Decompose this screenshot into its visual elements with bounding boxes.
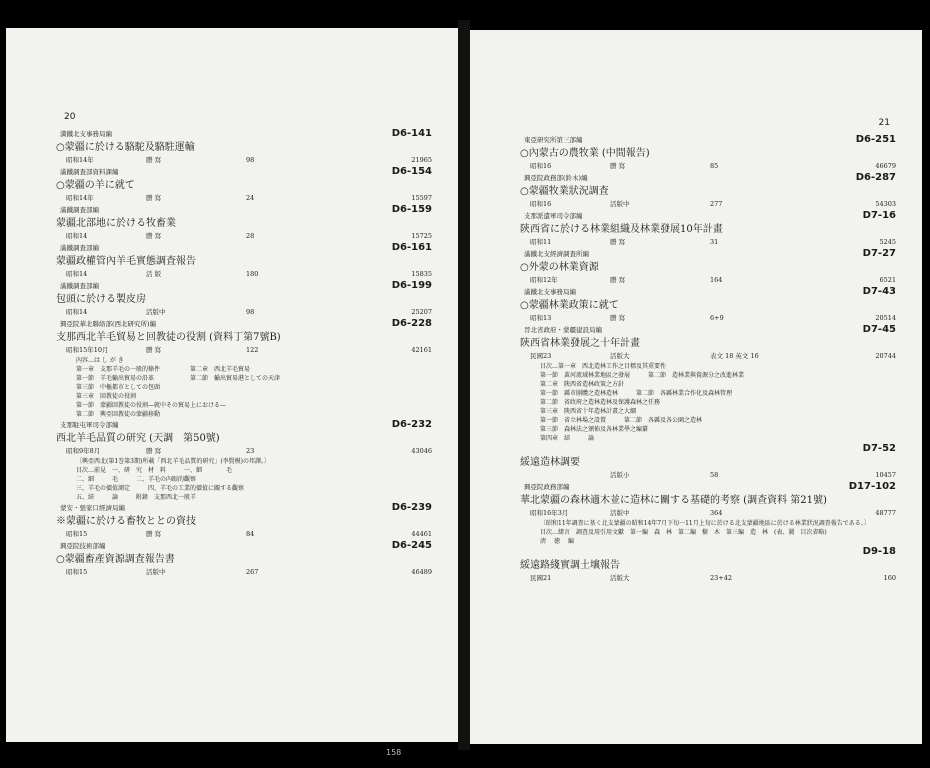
publisher: 滿鐵北支經濟調査所編 (524, 250, 589, 258)
entry-format: 謄 寫 (146, 156, 162, 164)
entry-format: 活版中 (146, 568, 166, 576)
entry-format: 謄 寫 (146, 232, 162, 240)
publisher-line (470, 324, 908, 336)
toc-line: 目次…緒言 調查及用引用文獻 第一編 森 林 第二編 樹 木 第三編 造 林 (表、圖 目次省略) (540, 529, 827, 536)
catalog-entry (6, 166, 444, 204)
entry-title: ※蒙疆に於ける畜牧ととの資技 (56, 516, 196, 527)
catalog-entry (6, 419, 444, 457)
toc-line: 第一章 支那羊毛の一般的條件 第二章 西北羊毛貿易 (76, 366, 251, 373)
publisher: 支那駐屯軍司令部編 (60, 421, 119, 429)
entry-meta (470, 508, 908, 519)
call-number: D6-228 (391, 318, 432, 329)
catalog-entries (6, 128, 458, 578)
call-number: D6-251 (855, 134, 896, 145)
publisher-line (6, 318, 444, 330)
entry-number: 10457 (875, 471, 896, 479)
entry-format: 活版大 (610, 352, 630, 360)
publisher-line (6, 242, 444, 254)
toc-line: 第一節 羊毛輸出貿易の沿革 第二節 輸出貿易港としての天津 (76, 375, 281, 382)
entry-pages: 364 (710, 509, 723, 517)
right-page (470, 30, 922, 744)
publisher-line (470, 443, 908, 455)
publisher: 満鐵北支事務局編 (60, 130, 112, 138)
publisher: 興亞院政務部編 (524, 483, 570, 491)
publisher-line (6, 166, 444, 178)
entry-title: 西北羊毛品質の研究 (天調 第50號) (56, 433, 220, 444)
entry-note (470, 519, 922, 546)
publisher-line (470, 210, 908, 222)
catalog-entry (6, 540, 444, 578)
toc-line: 第四章 結 論 (540, 435, 595, 442)
entry-date: 昭和9年8月 (66, 447, 101, 455)
toc-line: 第三節 中樞都市としての包頭 (76, 384, 161, 391)
entry-meta (470, 161, 908, 172)
toc-line: 目次…第一章 西北造林工作之目標及其重要性 (540, 363, 667, 370)
publisher: 蒙安・張家口經濟局編 (60, 504, 125, 512)
publisher-line (6, 204, 444, 216)
toc-line: 三、羊毛の價值測定 四、羊毛の工業的價值に關する觀察 (76, 485, 245, 492)
entry-number: 42161 (411, 346, 432, 354)
note-text: 〔昭和11年調査に基く北支蒙疆の昭和14年7月下旬一11月上旬に於ける北支蒙疆地區に於ける林業狀況調査報告である。〕 (540, 520, 870, 527)
entry-pages: 98 (246, 308, 255, 316)
entry-number: 25207 (411, 308, 432, 316)
entry-date: 民國21 (530, 574, 552, 582)
entry-title: ○蒙疆林業政策に就て (520, 300, 619, 311)
publisher-line (470, 481, 908, 493)
entry-title: ○蒙疆牧業狀況調査 (520, 186, 609, 197)
call-number: D7-52 (862, 443, 896, 454)
call-number: D6-232 (391, 419, 432, 430)
entry-pages: 表文 18 英文 16 (710, 352, 759, 360)
entry-date: 昭和11 (530, 238, 552, 246)
catalog-entry (470, 443, 908, 481)
entry-date: 民國23 (530, 352, 552, 360)
publisher: 滿鐵調査部編 (60, 206, 99, 214)
entry-title: 陝西省に於ける林業組織及林業發展10年計畫 (520, 224, 723, 235)
call-number: D7-27 (862, 248, 896, 259)
call-number: D6-161 (391, 242, 432, 253)
entry-title: 陝西省林業發展之十年計畫 (520, 338, 640, 349)
call-number: D7-16 (862, 210, 896, 221)
call-number: D7-45 (862, 324, 896, 335)
call-number: D6-287 (855, 172, 896, 183)
entry-title: 綏遠路綫實調土壤報告 (520, 560, 620, 571)
call-number: D6-159 (391, 204, 432, 215)
entry-pages: 23 (246, 447, 255, 455)
call-number: D6-239 (391, 502, 432, 513)
publisher: 晉北省政府・蒙疆建設局編 (524, 326, 602, 334)
entry-format: 謄 寫 (146, 530, 162, 538)
entry-pages: 122 (246, 346, 259, 354)
call-number: D17-102 (848, 481, 896, 492)
entry-date: 昭和15年10月 (66, 346, 109, 354)
entry-date: 昭和13 (530, 314, 552, 322)
toc-line: 第三章 回教徒の役割 (76, 393, 137, 400)
entry-meta (470, 470, 908, 481)
entry-pages: 85 (710, 162, 719, 170)
publisher-line (6, 280, 444, 292)
publisher: 滿鐵北支事務局編 (524, 288, 576, 296)
entry-date: 昭和15 (66, 568, 88, 576)
publisher-line (6, 540, 444, 552)
entry-format: 謄 寫 (146, 447, 162, 455)
call-number: D6-154 (391, 166, 432, 177)
entry-pages: 58 (710, 471, 719, 479)
entry-title: ○蒙疆畜產資源調査報告書 (56, 554, 175, 565)
entry-format: 謄 寫 (610, 238, 626, 246)
entry-meta (6, 231, 444, 242)
entry-date: 昭和14年 (66, 194, 94, 202)
entry-number: 20514 (875, 314, 896, 322)
entry-number: 46489 (411, 568, 432, 576)
publisher-line (470, 134, 908, 146)
entry-meta (470, 313, 908, 324)
toc-line: 第一節 蒙疆回教徒の役割—就中その貿易上における— (76, 402, 227, 409)
entry-pages: 98 (246, 156, 255, 164)
entry-format: 謄 寫 (146, 194, 162, 202)
entry-format: 謄 寫 (146, 346, 162, 354)
entry-note (6, 457, 458, 502)
entry-meta (6, 307, 444, 318)
entry-number: 44461 (411, 530, 432, 538)
catalog-entry (470, 134, 908, 172)
catalog-entry (6, 502, 444, 540)
entry-format: 活版小 (610, 471, 630, 479)
entry-date: 昭和16 (530, 162, 552, 170)
catalog-entry (470, 546, 908, 584)
entry-meta (470, 199, 908, 210)
entry-number: 54303 (875, 200, 896, 208)
entry-meta (470, 237, 908, 248)
toc-line: 第二章 陝西省造林政策之方針 (540, 381, 625, 388)
toc-line: 第一節 縣市團體之造林造林 第二節 各縣林業合作化及森林管理 (540, 390, 733, 397)
catalog-entry (470, 481, 908, 519)
entry-number: 160 (883, 574, 896, 582)
entry-pages: 164 (710, 276, 723, 284)
toc-line: 目次…前見 一、研 究 材 料 一、細 毛 (76, 467, 233, 474)
catalog-entry (6, 128, 444, 166)
entry-meta (470, 351, 908, 362)
toc-line: 第二節 省政府之造林造林及保護森林之任務 (540, 399, 661, 406)
entry-pages: 6+9 (710, 314, 724, 322)
publisher: 興亞院技術部編 (60, 542, 106, 550)
entry-number: 15835 (411, 270, 432, 278)
entry-meta (6, 529, 444, 540)
catalog-entry (470, 286, 908, 324)
entry-format: 活 版 (146, 270, 162, 278)
entry-title: ○外蒙の林業資源 (520, 262, 599, 273)
publisher: 東亞研究所第三部編 (524, 136, 583, 144)
entry-title: ○內蒙古の農牧業 (中間報告) (520, 148, 650, 159)
entry-format: 活版中 (610, 200, 630, 208)
publisher-line (470, 248, 908, 260)
entry-date: 昭和12年 (530, 276, 558, 284)
catalog-entries (470, 134, 922, 584)
catalog-entry (6, 280, 444, 318)
entry-meta (6, 155, 444, 166)
catalog-entry (470, 172, 908, 210)
entry-number: 6521 (879, 276, 896, 284)
publisher: 滿鐵調査部編 (60, 244, 99, 252)
entry-title: ○蒙疆の羊に就て (56, 180, 135, 191)
entry-date: 昭和14 (66, 308, 88, 316)
call-number: D7-43 (862, 286, 896, 297)
publisher-line (6, 128, 444, 140)
entry-meta (470, 275, 908, 286)
publisher: 滿鐵調査部編 (60, 282, 99, 290)
entry-date: 昭和15 (66, 530, 88, 538)
call-number: D9-18 (862, 546, 896, 557)
entry-pages: 180 (246, 270, 259, 278)
catalog-entry (6, 318, 444, 356)
page-number: 20 (64, 112, 76, 122)
entry-number: 20744 (875, 352, 896, 360)
entry-number: 21965 (411, 156, 432, 164)
entry-format: 活版中 (610, 509, 630, 517)
call-number: D6-199 (391, 280, 432, 291)
entry-meta (470, 573, 908, 584)
catalog-entry (6, 204, 444, 242)
entry-date: 昭和14年 (66, 156, 94, 164)
call-number: D6-245 (391, 540, 432, 551)
entry-number: 15725 (411, 232, 432, 240)
toc-title: 內容…は し が き (76, 357, 124, 364)
catalog-entry (470, 210, 908, 248)
footer-mark: 158 (386, 748, 402, 757)
page-number: 21 (878, 118, 890, 128)
book-gutter (458, 20, 470, 750)
publisher: 興亞院華北聯絡部(西北研究所)編 (60, 320, 157, 328)
toc-line: 二、細 毛 二、羊毛の內眼的觀察 (76, 476, 197, 483)
left-page (6, 28, 458, 742)
entry-pages: 24 (246, 194, 255, 202)
call-number: D6-141 (391, 128, 432, 139)
entry-date: 昭和16年3月 (530, 509, 569, 517)
entry-number: 15597 (411, 194, 432, 202)
entry-format: 活版中 (146, 308, 166, 316)
publisher: 興亞院政務部(鈴木)編 (524, 174, 588, 182)
entry-number: 5245 (879, 238, 896, 246)
entry-title: 華北蒙疆の森林適木並に造林に關する基礎的考察 (調查資料 第21號) (520, 495, 827, 506)
entry-title: 蒙疆北部地に於ける牧畜業 (56, 218, 176, 229)
entry-title: 支那西北羊毛貿易と回教徒の役割 (資料丁第7號B) (56, 332, 281, 343)
entry-pages: 277 (710, 200, 723, 208)
entry-meta (6, 446, 444, 457)
publisher-line (470, 172, 908, 184)
publisher-line (6, 419, 444, 431)
entry-number: 43046 (411, 447, 432, 455)
entry-pages: 28 (246, 232, 255, 240)
entry-pages: 23+42 (710, 574, 732, 582)
publisher: 支那派遣軍司令部編 (524, 212, 583, 220)
entry-pages: 84 (246, 530, 255, 538)
publisher: 滿鐵調査部資料課編 (60, 168, 119, 176)
toc-line: 第二節 興亞回教徒の蒙疆移動 (76, 411, 161, 418)
table-of-contents (470, 362, 922, 443)
toc-line: 第一節 省立林場之設置 第二節 各縣及各公園之造林 (540, 417, 703, 424)
author-line: 淸 徳 編 (540, 538, 574, 545)
entry-number: 48777 (875, 509, 896, 517)
publisher-line (6, 502, 444, 514)
entry-meta (6, 567, 444, 578)
entry-format: 活版大 (610, 574, 630, 582)
entry-title: 蒙疆政權管內羊毛實態調査報告 (56, 256, 196, 267)
entry-meta (6, 269, 444, 280)
catalog-entry (470, 248, 908, 286)
entry-title: ○蒙疆に於ける駱駝及駱駐運輸 (56, 142, 195, 153)
catalog-entry (470, 324, 908, 362)
publisher-line (470, 286, 908, 298)
entry-pages: 31 (710, 238, 719, 246)
catalog-entry (6, 242, 444, 280)
note-text: 〔興亞西北(第1巻第3期)所載「西北羊毛品質的研究」(李賢模)の邦譯。〕 (76, 458, 270, 465)
entry-meta (6, 193, 444, 204)
entry-format: 謄 寫 (610, 162, 626, 170)
entry-number: 46679 (875, 162, 896, 170)
publisher-line (470, 546, 908, 558)
entry-date: 昭和14 (66, 232, 88, 240)
entry-date: 昭和14 (66, 270, 88, 278)
entry-title: 包頭に於ける製皮房 (56, 294, 146, 305)
toc-line: 第三節 森林法之頒佈及各林業學之編纂 (540, 426, 649, 433)
entry-format: 謄 寫 (610, 314, 626, 322)
entry-pages: 267 (246, 568, 259, 576)
entry-title: 綏遠造林調要 (520, 457, 580, 468)
entry-format: 謄 寫 (610, 276, 626, 284)
toc-line: 五、結 論 附錄 支那西北一般羊 (76, 494, 197, 501)
table-of-contents (6, 356, 458, 419)
toc-line: 第一節 黃河流域林業地區之發展 第二節 造林業與資源分之改進林業 (540, 372, 745, 379)
entry-date: 昭和16 (530, 200, 552, 208)
entry-meta (6, 345, 444, 356)
toc-line: 第三章 陝西省十年造林計畫之大綱 (540, 408, 637, 415)
